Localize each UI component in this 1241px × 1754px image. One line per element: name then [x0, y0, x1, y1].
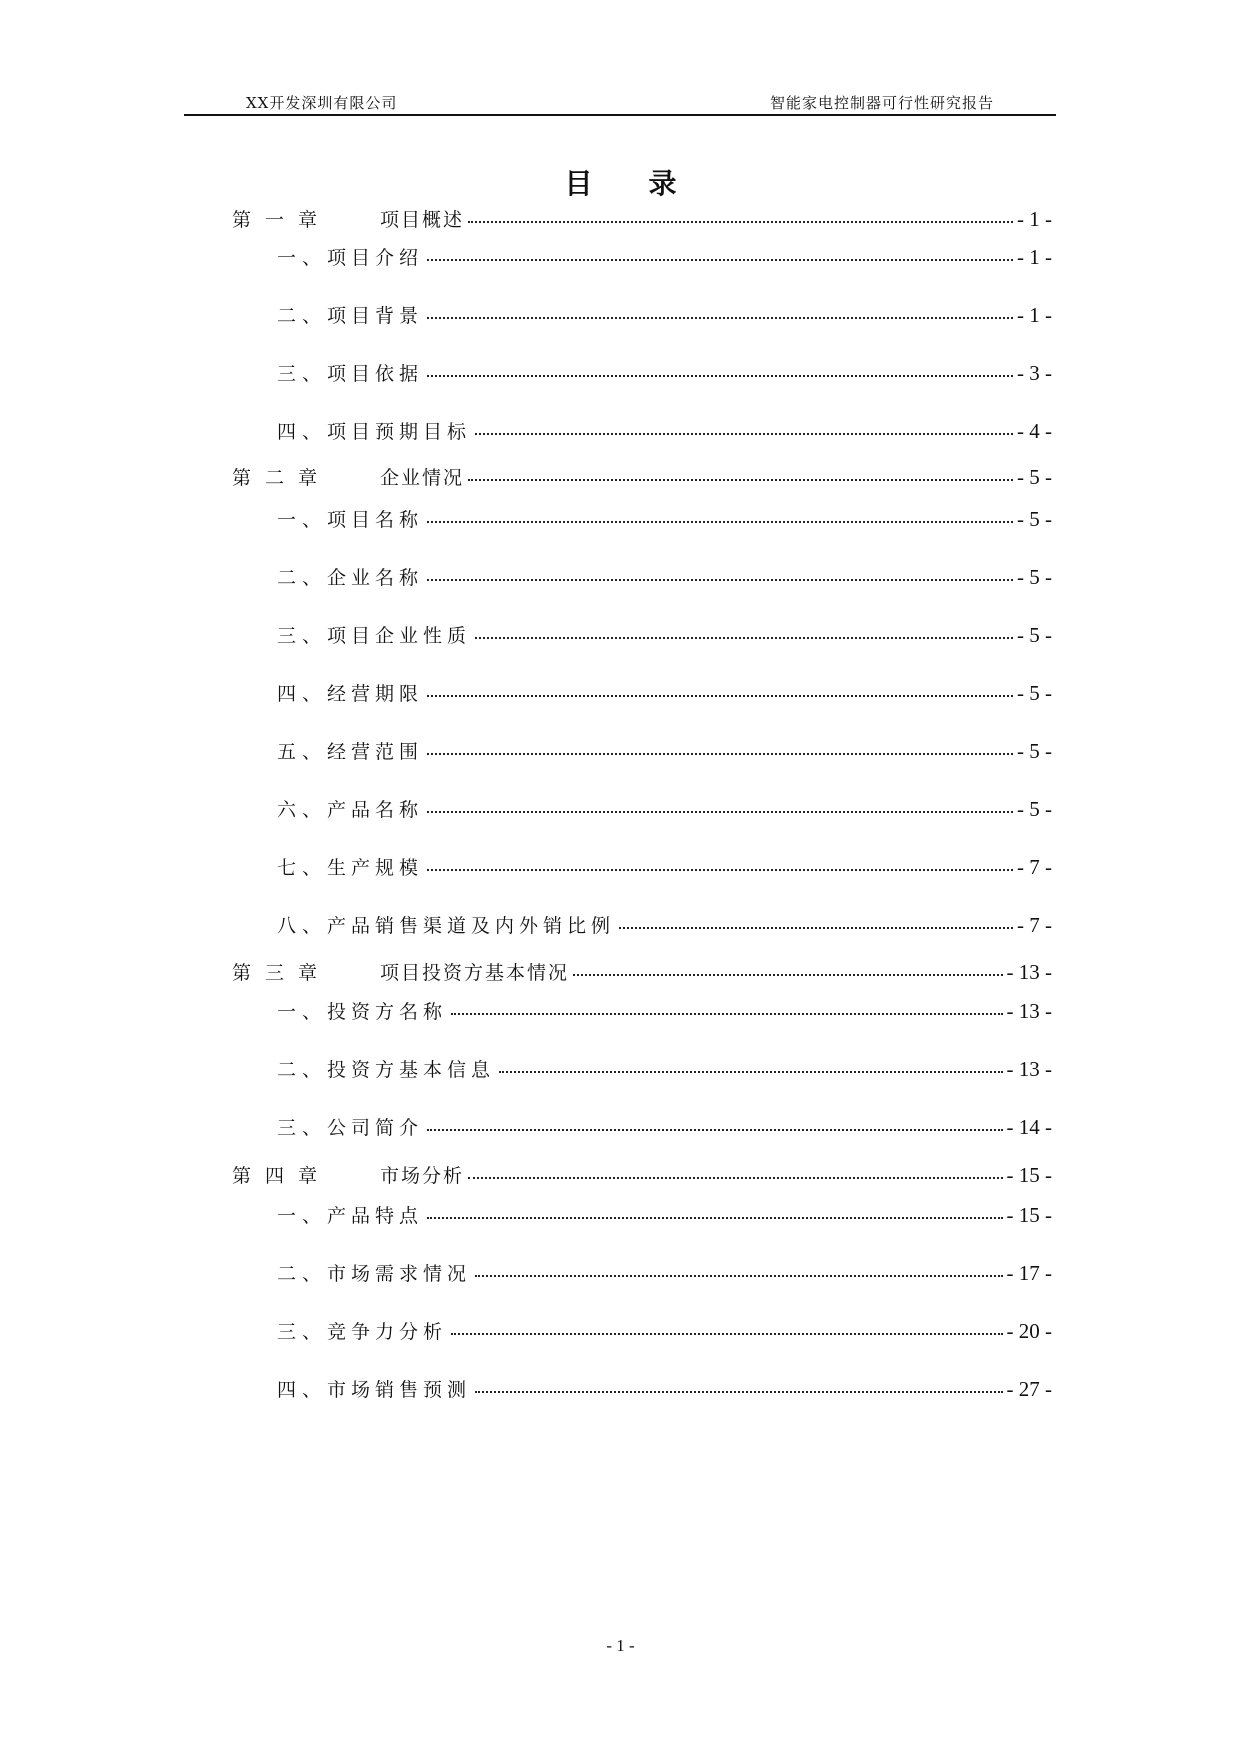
- toc-entry-number: 三、: [277, 1117, 328, 1139]
- toc-entry-label: 经营期限: [327, 683, 424, 705]
- toc-entry-page: - 3 -: [1017, 361, 1052, 385]
- toc-entry-label: 市场分析: [380, 1165, 465, 1187]
- toc-entry-label: 项目名称: [327, 509, 424, 531]
- toc-entry-number: 七、: [277, 857, 328, 879]
- toc-dot-leader: [427, 811, 1013, 813]
- toc-entry-page: - 5 -: [1017, 623, 1052, 647]
- toc-entry-number: 一、: [277, 1001, 328, 1023]
- toc-entry-label: 市场销售预测: [327, 1379, 472, 1401]
- toc-entry[interactable]: [277, 417, 1052, 447]
- toc-entry-label: 生产规模: [327, 857, 424, 879]
- toc-entry-label: 企业情况: [380, 467, 465, 489]
- header-company: XX开发深圳有限公司: [246, 94, 398, 112]
- toc-entry-page: - 13 -: [1006, 960, 1052, 984]
- toc-title: 目录: [564, 167, 733, 200]
- toc-entry-page: - 5 -: [1017, 565, 1052, 589]
- toc-dot-leader: [427, 1129, 1002, 1131]
- toc-dot-leader: [468, 479, 1013, 481]
- toc-entry-number: 一、: [277, 1205, 328, 1227]
- toc-dot-leader: [468, 221, 1013, 223]
- toc-entry[interactable]: [277, 1259, 1052, 1289]
- toc-entry-number: 第三章: [232, 962, 332, 984]
- toc-entry[interactable]: [277, 679, 1052, 709]
- toc-entry-number: 三、: [277, 625, 328, 647]
- toc-entry-number: 二、: [277, 1263, 328, 1285]
- toc-entry-number: 第一章: [232, 209, 332, 231]
- toc-entry-number: 四、: [277, 1379, 328, 1401]
- toc-entry-number: 四、: [277, 421, 328, 443]
- toc-entry-page: - 17 -: [1006, 1261, 1052, 1285]
- toc-dot-leader: [427, 375, 1013, 377]
- toc-entry[interactable]: [277, 1375, 1052, 1405]
- toc-entry-number: 二、: [277, 305, 328, 327]
- toc-entry-label: 市场需求情况: [327, 1263, 472, 1285]
- toc-entry-label: 产品销售渠道及内外销比例: [327, 915, 616, 937]
- toc-entry[interactable]: [277, 1201, 1052, 1231]
- toc-entry-number: 三、: [277, 1321, 328, 1343]
- toc-entry[interactable]: [232, 1161, 1052, 1191]
- toc-entry[interactable]: [277, 911, 1052, 941]
- toc-entry-number: 六、: [277, 799, 328, 821]
- toc-entry-number: 五、: [277, 741, 328, 763]
- toc-dot-leader: [573, 974, 1002, 976]
- toc-entry-label: 企业名称: [327, 567, 424, 589]
- toc-entry-label: 项目预期目标: [327, 421, 472, 443]
- toc-entry-page: - 1 -: [1017, 207, 1052, 231]
- toc-dot-leader: [427, 579, 1013, 581]
- toc-entry[interactable]: [277, 301, 1052, 331]
- toc-dot-leader: [427, 869, 1013, 871]
- toc-entry-number: 一、: [277, 509, 328, 531]
- toc-dot-leader: [427, 521, 1013, 523]
- toc-entry-page: - 13 -: [1006, 999, 1052, 1023]
- toc-entry[interactable]: [277, 795, 1052, 825]
- toc-entry[interactable]: [277, 563, 1052, 593]
- toc-entry-page: - 5 -: [1017, 465, 1052, 489]
- toc-entry[interactable]: [232, 958, 1052, 988]
- toc-dot-leader: [619, 927, 1013, 929]
- toc-entry-page: - 15 -: [1006, 1203, 1052, 1227]
- toc-dot-leader: [451, 1013, 1002, 1015]
- toc-entry-page: - 5 -: [1017, 681, 1052, 705]
- toc-entry-page: - 5 -: [1017, 739, 1052, 763]
- toc-dot-leader: [468, 1177, 1002, 1179]
- header-report-title: 智能家电控制器可行性研究报告: [769, 94, 994, 112]
- toc-entry-page: - 15 -: [1006, 1163, 1052, 1187]
- toc-entry[interactable]: [277, 1113, 1052, 1143]
- toc-entry-label: 项目投资方基本情况: [380, 962, 570, 984]
- toc-dot-leader: [427, 753, 1013, 755]
- toc-entry-number: 二、: [277, 1059, 328, 1081]
- toc-dot-leader: [427, 259, 1013, 261]
- toc-entry-label: 投资方名称: [327, 1001, 448, 1023]
- toc-dot-leader: [475, 1391, 1002, 1393]
- toc-entry-page: - 27 -: [1006, 1377, 1052, 1401]
- toc-dot-leader: [451, 1333, 1002, 1335]
- toc-entry-label: 公司简介: [327, 1117, 424, 1139]
- toc-entry[interactable]: [277, 243, 1052, 273]
- toc-dot-leader: [427, 317, 1013, 319]
- toc-entry-number: 四、: [277, 683, 328, 705]
- toc-dot-leader: [475, 433, 1013, 435]
- toc-entry-label: 产品名称: [327, 799, 424, 821]
- toc-entry[interactable]: [277, 1317, 1052, 1347]
- toc-entry[interactable]: [277, 1055, 1052, 1085]
- toc-entry-label: 项目企业性质: [327, 625, 472, 647]
- toc-entry-page: - 7 -: [1017, 913, 1052, 937]
- toc-entry-page: - 20 -: [1006, 1319, 1052, 1343]
- toc-dot-leader: [475, 1275, 1002, 1277]
- toc-entry[interactable]: [277, 853, 1052, 883]
- toc-entry-page: - 1 -: [1017, 245, 1052, 269]
- toc-dot-leader: [475, 637, 1013, 639]
- toc-entry-label: 经营范围: [327, 741, 424, 763]
- toc-entry[interactable]: [277, 737, 1052, 767]
- page-number: - 1 -: [606, 1636, 635, 1655]
- toc-entry-label: 项目背景: [327, 305, 424, 327]
- toc-entry-number: 三、: [277, 363, 328, 385]
- toc-entry-label: 项目概述: [380, 209, 465, 231]
- toc-entry[interactable]: [232, 463, 1052, 493]
- toc-entry-number: 第二章: [232, 467, 332, 489]
- toc-entry-page: - 1 -: [1017, 303, 1052, 327]
- toc-entry-number: 第四章: [232, 1165, 332, 1187]
- toc-dot-leader: [499, 1071, 1002, 1073]
- toc-entry-page: - 5 -: [1017, 507, 1052, 531]
- toc-entry-page: - 4 -: [1017, 419, 1052, 443]
- toc-entry[interactable]: [277, 621, 1052, 651]
- toc-entry[interactable]: [277, 359, 1052, 389]
- toc-entry[interactable]: [232, 205, 1052, 235]
- toc-entry[interactable]: [277, 505, 1052, 535]
- toc-entry-label: 项目依据: [327, 363, 424, 385]
- toc-entry-label: 投资方基本信息: [327, 1059, 496, 1081]
- toc-entry-label: 竞争力分析: [327, 1321, 448, 1343]
- toc-entry-number: 一、: [277, 247, 328, 269]
- toc-entry-number: 八、: [277, 915, 328, 937]
- toc-entry-number: 二、: [277, 567, 328, 589]
- toc-entry-page: - 5 -: [1017, 797, 1052, 821]
- toc-entry[interactable]: [277, 997, 1052, 1027]
- toc-dot-leader: [427, 695, 1013, 697]
- toc-dot-leader: [427, 1217, 1002, 1219]
- toc-entry-page: - 14 -: [1006, 1115, 1052, 1139]
- toc-entry-page: - 7 -: [1017, 855, 1052, 879]
- toc-entry-page: - 13 -: [1006, 1057, 1052, 1081]
- toc-entry-label: 产品特点: [327, 1205, 424, 1227]
- toc-entry-label: 项目介绍: [327, 247, 424, 269]
